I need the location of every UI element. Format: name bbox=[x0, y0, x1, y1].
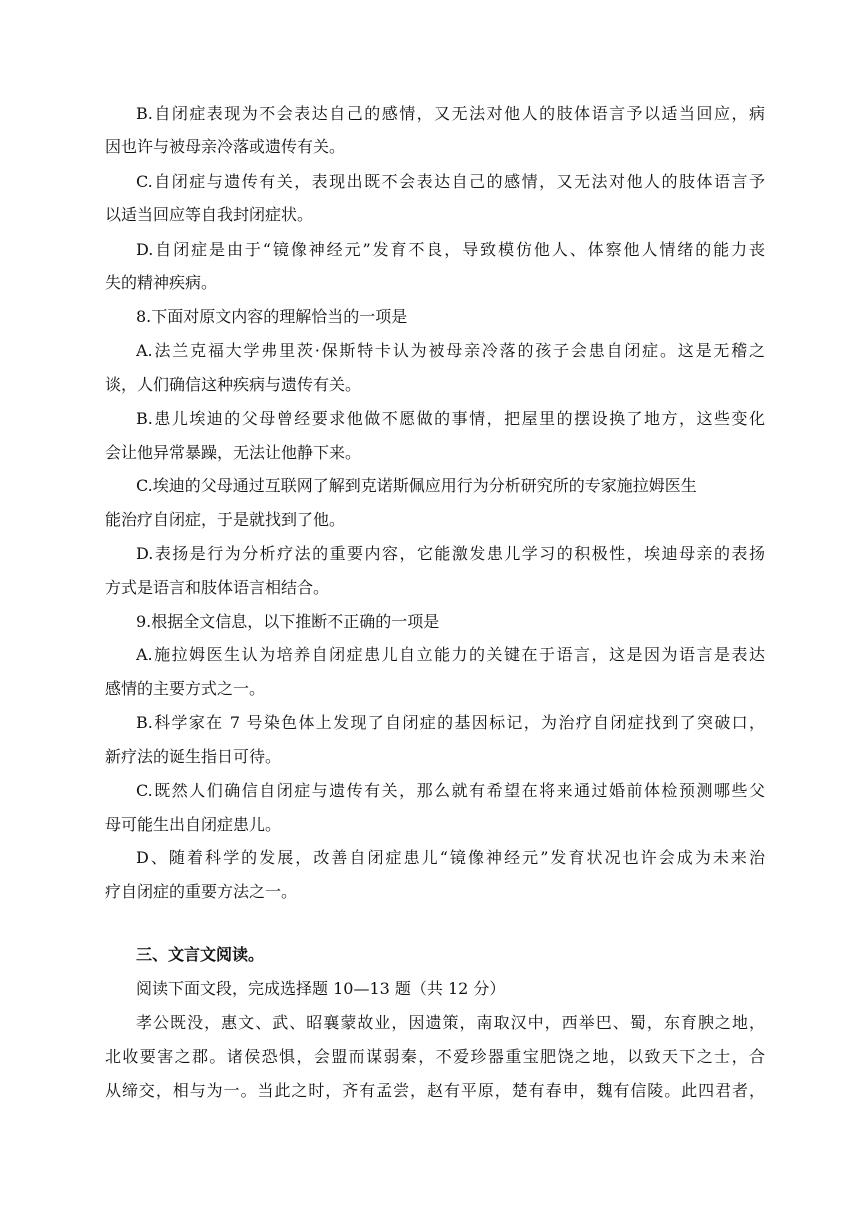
text-line: 以适当回应等自我封闭症状。 bbox=[105, 205, 314, 224]
text-line: 谈，人们确信这种疾病与遗传有关。 bbox=[105, 375, 362, 394]
question-8-stem: 8.下面对原文内容的理解恰当的一项是 bbox=[136, 307, 408, 326]
text-line: C.自闭症与遗传有关，表现出既不会表达自己的感情，又无法对他人的肢体语言予 bbox=[136, 172, 765, 191]
text-line: 会让他异常暴躁，无法让他静下来。 bbox=[105, 443, 362, 462]
text-line: B.患儿埃迪的父母曾经要求他做不愿做的事情，把屋里的摆设换了地方，这些变化 bbox=[136, 409, 765, 428]
text-line: 失的精神疾病。 bbox=[105, 273, 218, 292]
text-line: 方式是语言和肢体语言相结合。 bbox=[105, 578, 330, 597]
section-heading: 三、文言文阅读。 bbox=[136, 945, 265, 964]
text-line: C.既然人们确信自闭症与遗传有关，那么就有希望在将来通过婚前体检预测哪些父 bbox=[136, 781, 765, 800]
text-line: D.表扬是行为分析疗法的重要内容，它能激发患儿学习的积极性，埃迪母亲的表扬 bbox=[136, 544, 765, 563]
text-line: 感情的主要方式之一。 bbox=[105, 679, 266, 698]
text-line: 从缔交，相与为一。当此之时，齐有孟尝，赵有平原，楚有春申，魏有信陵。此四君者， bbox=[105, 1081, 765, 1100]
text-line: B.自闭症表现为不会表达自己的感情，又无法对他人的肢体语言予以适当回应，病 bbox=[136, 104, 765, 123]
text-line: 母可能生出自闭症患儿。 bbox=[105, 815, 282, 834]
text-line: D.自闭症是由于“镜像神经元”发育不良，导致模仿他人、体察他人情绪的能力丧 bbox=[136, 240, 765, 259]
text-line: C.埃迪的父母通过互联网了解到克诺斯佩应用行为分析研究所的专家施拉姆医生 bbox=[136, 476, 697, 495]
text-line: D、随着科学的发展，改善自闭症患儿“镜像神经元”发育状况也许会成为未来治 bbox=[136, 848, 765, 867]
question-9-stem: 9.根据全文信息，以下推断不正确的一项是 bbox=[136, 612, 440, 631]
instruction-line: 阅读下面文段，完成选择题 10—13 题（共 12 分） bbox=[136, 979, 506, 998]
text-line: 新疗法的诞生指日可待。 bbox=[105, 747, 282, 766]
text-line: 因也许与被母亲冷落或遗传有关。 bbox=[105, 137, 346, 156]
text-line: B.科学家在 7 号染色体上发现了自闭症的基因标记，为治疗自闭症找到了突破口， bbox=[136, 713, 765, 732]
text-line: 疗自闭症的重要方法之一。 bbox=[105, 882, 298, 901]
text-line: 北收要害之郡。诸侯恐惧，会盟而谋弱秦，不爱珍器重宝肥饶之地，以致天下之士，合 bbox=[105, 1047, 765, 1066]
text-line: 能治疗自闭症，于是就找到了他。 bbox=[105, 510, 346, 529]
text-line: 孝公既没，惠文、武、昭襄蒙故业，因遗策，南取汉中，西举巴、蜀，东育腴之地， bbox=[136, 1013, 765, 1032]
text-line: A.施拉姆医生认为培养自闭症患儿自立能力的关键在于语言，这是因为语言是表达 bbox=[136, 645, 765, 664]
text-line: A.法兰克福大学弗里茨·保斯特卡认为被母亲冷落的孩子会患自闭症。这是无稽之 bbox=[136, 341, 765, 360]
